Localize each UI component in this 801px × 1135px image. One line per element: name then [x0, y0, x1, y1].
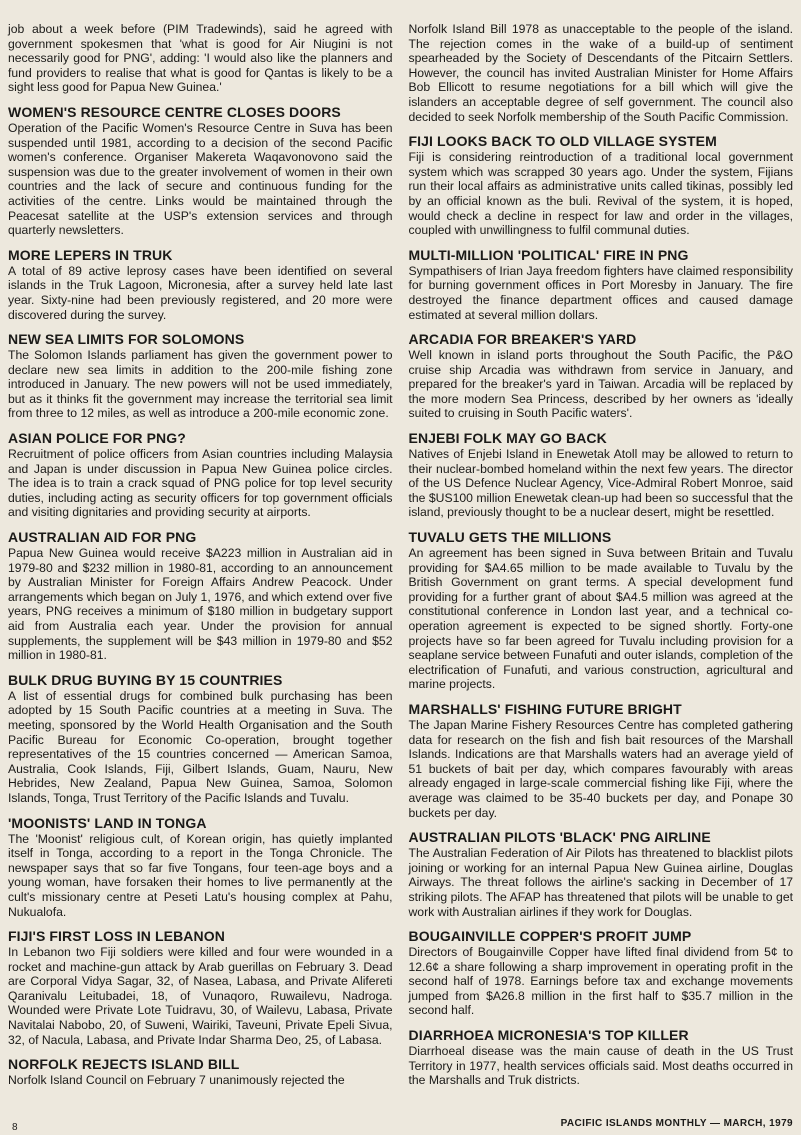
article-body: Operation of the Pacific Women's Resource Centre in Suva has been suspended until 1981, according to a decision of the second Pacific women's conference. Organiser Makereta Waqavonovono said the suspension was due to the greater involvement of women in their own countries and the lack of secure and continuous funding for the activities of the centre. Links would be maintained through the Peacesat satellite at the USP's extension services and through quarterly newsletters. — [8, 120, 393, 238]
headline: FIJI'S FIRST LOSS IN LEBANON — [8, 928, 225, 945]
article-body: The Australian Federation of Air Pilots has threatened to blacklist pilots joining or working for an internal Papua New Guinea airline, Douglas Airways. The threat follows the airline's sacking in December of 17 striking pilots. The AFAP has threatened that pilots will be unable to get work with Australian airlines if they work for Douglas. — [408, 846, 793, 919]
news-item — [409, 133, 794, 238]
article-body: A list of essential drugs for combined bulk purchasing has been adopted by 15 South Pacific countries at a meeting in Suva. The meeting, sponsored by the World Health Organisation and the South Pacific Bureau for Economic Co-operation, brought together representatives of the 15 countries concerned — American Samoa, Australia, Cook Islands, Fiji, Gilbert Islands, Guam, Nauru, New Hebrides, New Zealand, Papua New Guinea, Samoa, Solomon Islands, Tonga, Trust Territory of the Pacific Islands and Tuvalu. — [8, 688, 393, 805]
news-item — [409, 928, 794, 1018]
headline: BULK DRUG BUYING BY 15 COUNTRIES — [8, 671, 283, 688]
news-item — [8, 815, 393, 920]
article-body: Norfolk Island Council on February 7 unanimously rejected the — [8, 1073, 345, 1088]
article-body: A total of 89 active leprosy cases have been identified on several islands in the Truk Lagoon, Micronesia, after a survey held late last year. Sixty-nine had been previously registered, and 20 more were discovered during the survey. — [8, 263, 393, 322]
headline: WOMEN'S RESOURCE CENTRE CLOSES DOORS — [8, 103, 341, 120]
news-item — [409, 331, 794, 421]
news-item — [409, 1027, 794, 1088]
article-body: Directors of Bougainville Copper have lifted final dividend from 5¢ to 12.6¢ a share following a sharp improvement in operating profit in the second half of 1978. Earnings before tax and exchange movements jumped from $A26.8 million in the first half to $35.7 million in the second half. — [408, 945, 793, 1018]
headline: 'MOONISTS' LAND IN TONGA — [8, 814, 207, 831]
news-item — [8, 928, 393, 1047]
page-number: 8 — [12, 1122, 18, 1133]
article-body: job about a week before (PIM Tradewinds), said he agreed with government spokesmen that 'what is good for Air Niugini is not necessarily good for PNG', adding: 'I would also like the planners and fund providers to realise that what is good for Qantas is likely to be a sight less good for Papua New Guinea.' — [8, 22, 393, 95]
news-item — [8, 247, 393, 322]
right-column — [409, 22, 794, 1135]
news-item — [409, 430, 794, 520]
article-body: Well known in island ports throughout the South Pacific, the P&O cruise ship Arcadia was withdrawn from service in January, and prepared for the breaker's yard in Taiwan. Arcadia will be replaced by the more modern Sea Princess, described by her owners as 'ideally suited to cruising in South Pacific waters'. — [408, 348, 793, 421]
headline: DIARRHOEA MICRONESIA'S TOP KILLER — [408, 1027, 689, 1044]
headline: MARSHALLS' FISHING FUTURE BRIGHT — [408, 700, 682, 717]
headline: ARCADIA FOR BREAKER'S YARD — [408, 331, 637, 348]
article-body: The Japan Marine Fishery Resources Centre has completed gathering data for research on the fish and fish bait resources of the Marshall Islands. Indications are that Marshalls waters had an average yield of 51 buckets of bait per day, which compares favourably with areas already engaged in large-scale commercial fishing like Fiji, where the average was claimed to be 35-40 buckets per day, and Ponape 30 buckets per day. — [408, 717, 793, 820]
news-item — [409, 247, 794, 322]
article-body: Fiji is considering reintroduction of a traditional local government system which was scrapped 30 years ago. Under the system, Fijians run their local affairs as administrative units called tikinas, possibly led by an official known as the buli. Revival of the system, it is hoped, would check a decline in respect for law and order in the villages, coupled with unwillingness to fulfil communal duties. — [408, 150, 793, 238]
headline: FIJI LOOKS BACK TO OLD VILLAGE SYSTEM — [408, 133, 717, 150]
news-item — [409, 701, 794, 820]
article-body: The Solomon Islands parliament has given the government power to declare new sea limits in addition to the 200-mile fishing zone introduced in January. The new powers will not be used immediately, but as it thinks fit the government may increase the territorial sea limit from three to 12 miles, as well as introduce a 200-mile economic zone. — [8, 348, 393, 421]
article-body: Natives of Enjebi Island in Enewetak Atoll may be allowed to return to their nuclear-bombed homeland within the next few years. The director of the US Defence Nuclear Agency, Vice-Admiral Robert Monroe, said the $US100 million Enewetak clean-up had been so successful that the island, previously thought to be a nuclear desert, might be resettled. — [408, 447, 793, 520]
news-item — [8, 430, 393, 520]
news-item — [8, 1056, 393, 1088]
headline: ENJEBI FOLK MAY GO BACK — [408, 430, 607, 447]
news-item — [409, 829, 794, 919]
news-item — [409, 529, 794, 692]
article-body: The 'Moonist' religious cult, of Korean origin, has quietly implanted itself in Tonga, according to a report in the Tonga Chronicle. The newspaper says that so far five Tongans, four teen-age boys and a young woman, have forsaken their homes to live permanently at the cult's missionary centre at Peseti Latu's housing complex at Pahu, Nukualofa. — [8, 831, 393, 919]
news-item — [8, 22, 393, 95]
headline: NORFOLK REJECTS ISLAND BILL — [8, 1056, 240, 1073]
news-item — [8, 331, 393, 421]
article-body: Norfolk Island Bill 1978 as unacceptable to the people of the island. The rejection comes in the wake of a build-up of sentiment spearheaded by the Society of Descendants of the Pitcairn Settlers. However, the council has invited Australian Minister for Home Affairs Bob Ellicott to resume negotiations for a bill which will give the islanders an acceptable degree of self government. The council also decided to seek Norfolk membership of the South Pacific Commission. — [408, 22, 793, 124]
article-body: Recruitment of police officers from Asian countries including Malaysia and Japan is under discussion in Papua New Guinea police circles. The idea is to train a crack squad of PNG police for top level security duties, including acting as security officers for top government officials and visiting dignitaries and providing security at airports. — [8, 447, 393, 520]
news-item — [409, 22, 794, 124]
headline: BOUGAINVILLE COPPER'S PROFIT JUMP — [408, 928, 692, 945]
news-item — [8, 672, 393, 806]
article-body: In Lebanon two Fiji soldiers were killed and four were wounded in a rocket and machine-gun attack by Arab guerillas on February 3. Dead are Corporal Vidya Sagar, 32, of Nasea, Labasa, and Private Alifereti Qaranivalu Leitubadei, 18, of Vunaqoro, Ruwailevu, Nadroga. Wounded were Private Lote Tuidravu, 30, of Wailevu, Labasa, Private Navitalai Nabobo, 20, of Suweni, Wairiki, Taveuni, Private Epeli Sivua, 32, of Nacula, Labasa, and Private Indar Sharma Deo, 25, of Labasa. — [8, 945, 393, 1047]
headline: ASIAN POLICE FOR PNG? — [8, 430, 186, 447]
headline: MULTI-MILLION 'POLITICAL' FIRE IN PNG — [408, 246, 689, 263]
headline: TUVALU GETS THE MILLIONS — [408, 529, 612, 546]
headline: AUSTRALIAN AID FOR PNG — [8, 529, 197, 546]
article-body: Papua New Guinea would receive $A223 million in Australian aid in 1979-80 and $232 million in 1980-81, according to an announcement by Australian Minister for Foreign Affairs Andrew Peacock. Under arrangements which began on July 1, 1976, and which extend over five years, PNG receives a minimum of $180 million in budgetary support aid from Australia each year. Under the provision for annual supplements, the supplement will be $43 million in 1979-80 and $52 million in 1980-81. — [8, 546, 393, 663]
headline: NEW SEA LIMITS FOR SOLOMONS — [8, 331, 245, 348]
news-item — [8, 104, 393, 238]
footer-credit: PACIFIC ISLANDS MONTHLY — MARCH, 1979 — [560, 1118, 793, 1129]
article-body: An agreement has been signed in Suva between Britain and Tuvalu providing for $A4.65 million to be made available to Tuvalu by the British Government on grant terms. A special development fund providing for a further grant of about $A4.5 million was agreed at the constitutional conference in London last year, and a technical co-operation agreement is expected to be signed shortly. Forty-one projects have so far been agreed for Tuvalu including provision for a seaplane service between Funafuti and outer islands, completion of the electrification of Funafuti, and various construction, agricultural and marine projects. — [408, 546, 793, 692]
left-column — [8, 22, 395, 1135]
article-body: Sympathisers of Irian Jaya freedom fighters have claimed responsibility for burning government offices in Port Moresby in January. The fire destroyed the finance department offices and caused damage estimated at several million dollars. — [408, 263, 793, 322]
headline: AUSTRALIAN PILOTS 'BLACK' PNG AIRLINE — [408, 829, 711, 846]
article-body: Diarrhoeal disease was the main cause of death in the US Trust Territory in 1977, health services officials said. Most deaths occurred in the Marshalls and Truk districts. — [408, 1044, 793, 1088]
headline: MORE LEPERS IN TRUK — [8, 246, 173, 263]
news-item — [8, 529, 393, 663]
